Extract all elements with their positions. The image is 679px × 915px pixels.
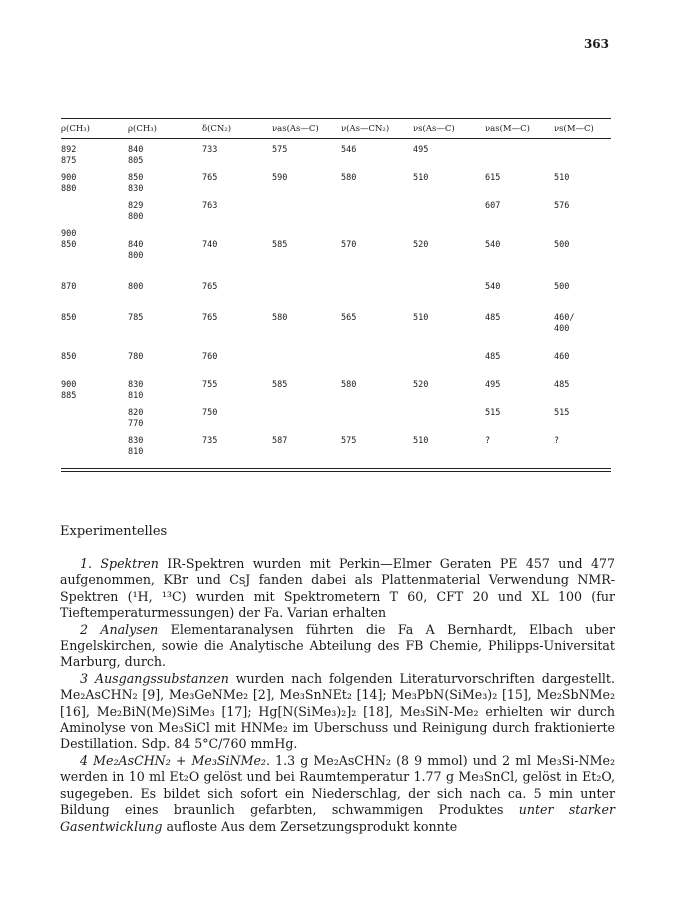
table-cell: 520 xyxy=(413,240,429,250)
table-cell xyxy=(341,251,413,262)
table-cell xyxy=(413,408,485,419)
table-cell xyxy=(413,324,485,335)
table-cell: 540 xyxy=(485,282,501,292)
table-cell: 500 xyxy=(554,282,570,292)
table-cell: 765 xyxy=(202,313,218,323)
table-cell xyxy=(272,419,341,430)
table-cell xyxy=(413,447,485,458)
table-cell: 587 xyxy=(272,436,288,446)
table-cell: 780 xyxy=(128,352,144,362)
table-cell xyxy=(554,391,611,402)
table-cell xyxy=(272,408,341,419)
table-cell: 580 xyxy=(341,380,357,390)
table-cell xyxy=(341,408,413,419)
table-row xyxy=(61,282,611,293)
section-title: Experimentelles xyxy=(60,524,168,539)
table-cell xyxy=(272,156,341,167)
table-cell xyxy=(554,251,611,262)
table-cell xyxy=(61,201,128,212)
paragraph-reaction xyxy=(60,753,615,835)
table-cell xyxy=(341,229,413,240)
table-cell xyxy=(554,447,611,458)
table-cell: 515 xyxy=(485,408,501,418)
table-cell xyxy=(61,251,128,262)
col-header: νs(M—C) xyxy=(554,124,594,134)
table-cell xyxy=(202,212,272,223)
table-cell: 485 xyxy=(554,380,570,390)
col-header: δ(CN₂) xyxy=(202,124,232,134)
table-cell xyxy=(202,419,272,430)
table-cell: 763 xyxy=(202,201,218,211)
table-cell: 750 xyxy=(202,408,218,418)
table-body xyxy=(61,139,611,468)
table-cell xyxy=(413,352,485,363)
table-cell: 565 xyxy=(341,313,357,323)
paragraph-label: 4 Me₂AsCHN₂ + Me₃SiNMe₂. xyxy=(80,752,270,768)
table-cell xyxy=(554,145,611,156)
table-cell xyxy=(202,324,272,335)
table-cell xyxy=(341,184,413,195)
table-cell: 765 xyxy=(202,282,218,292)
table-cell: 585 xyxy=(272,380,288,390)
table-cell xyxy=(554,156,611,167)
table-cell xyxy=(272,282,341,293)
table-cell: 875 xyxy=(61,156,77,166)
table-cell: 580 xyxy=(341,173,357,183)
table-cell xyxy=(341,419,413,430)
table-cell: 840 xyxy=(128,240,144,250)
table-cell: 585 xyxy=(272,240,288,250)
table-cell: 800 xyxy=(128,282,144,292)
table-cell xyxy=(485,184,554,195)
table-cell: 500 xyxy=(554,240,570,250)
table-cell: 805 xyxy=(128,156,144,166)
paragraph-label: 1. Spektren xyxy=(80,556,159,571)
table-cell xyxy=(554,212,611,223)
page-number: 363 xyxy=(583,37,609,51)
table-cell: 607 xyxy=(485,201,501,211)
table-cell xyxy=(413,212,485,223)
table-cell xyxy=(272,391,341,402)
table-cell xyxy=(61,408,128,419)
table-cell: 485 xyxy=(485,313,501,323)
table-cell: 800 xyxy=(128,212,144,222)
table-row xyxy=(61,201,611,212)
experimental-text xyxy=(60,556,615,835)
table-cell xyxy=(272,184,341,195)
table-cell xyxy=(341,391,413,402)
table-cell xyxy=(61,212,128,223)
table-cell: 740 xyxy=(202,240,218,250)
table-cell xyxy=(341,156,413,167)
table-cell xyxy=(413,419,485,430)
table-cell: 810 xyxy=(128,447,144,457)
table-cell: 575 xyxy=(272,145,288,155)
table-cell xyxy=(202,229,272,240)
table-cell xyxy=(485,212,554,223)
table-cell: 510 xyxy=(554,173,570,183)
table-cell xyxy=(413,184,485,195)
table-cell xyxy=(413,391,485,402)
table-row xyxy=(61,447,611,458)
table-cell: 735 xyxy=(202,436,218,446)
table-row xyxy=(61,391,611,402)
paragraph-ausgangssubstanzen xyxy=(60,671,615,753)
paragraph-text: IR-Spektren wurden mit Perkin—Elmer Geraten PE 457 und 477 aufgenommen, KBr und CsJ fanden dabei als Plattenmaterial Verwendung NMR-Spektren (¹H, ¹³C) wurden mit Spektrometern T 60, CFT 20 und XL 100 (fur Tieftemperaturmessungen) der Fa. Varian erhalten xyxy=(60,556,615,621)
table-cell xyxy=(341,201,413,212)
table-cell xyxy=(272,212,341,223)
table-cell xyxy=(485,447,554,458)
table-cell: 576 xyxy=(554,201,570,211)
table-cell xyxy=(341,324,413,335)
table-cell: 800 xyxy=(128,251,144,261)
table-cell: 460 xyxy=(554,352,570,362)
table-cell xyxy=(128,229,202,240)
table-cell: 765 xyxy=(202,173,218,183)
table-cell xyxy=(61,447,128,458)
table-cell: 485 xyxy=(485,352,501,362)
table-cell: 760 xyxy=(202,352,218,362)
paragraph-spektren xyxy=(60,556,615,622)
table-row xyxy=(61,313,611,324)
table-cell xyxy=(272,251,341,262)
table-cell: 880 xyxy=(61,184,77,194)
table-cell: 495 xyxy=(413,145,429,155)
table-cell: 733 xyxy=(202,145,218,155)
table-cell: 830 xyxy=(128,184,144,194)
paragraph-text: 1.3 g Me₂AsCHN₂ (8 9 mmol) und 2 ml Me₃Si-NMe₂ werden in 10 ml Et₂O gelöst und bei Raumtemperatur 1.77 g Me₃SnCl, gelöst in Et₂O, sugegeben. Es bildet sich sofort ein Niederschlag, der sich nach ca. 5 min unter Bildung eines braunlich gefarbten, schwammigen Produktes xyxy=(60,752,615,818)
table-cell: 770 xyxy=(128,419,144,429)
table-cell: 785 xyxy=(128,313,144,323)
table-bottom-rule xyxy=(61,468,611,472)
table-cell: 830 xyxy=(128,380,144,390)
paragraph-text: aufloste Aus dem Zersetzungsprodukt konnte xyxy=(162,818,458,834)
table-cell xyxy=(202,184,272,195)
table-cell: 515 xyxy=(554,408,570,418)
table-cell: 900 xyxy=(61,173,77,183)
table-cell: 840 xyxy=(128,145,144,155)
paragraph-label: 2 Analysen xyxy=(80,621,159,637)
table-row xyxy=(61,229,611,240)
table-cell: 575 xyxy=(341,436,357,446)
table-cell xyxy=(485,156,554,167)
table-row xyxy=(61,408,611,419)
table-cell: 400 xyxy=(554,324,570,334)
table-cell xyxy=(61,324,128,335)
table-cell: 570 xyxy=(341,240,357,250)
table-cell xyxy=(485,391,554,402)
table-cell xyxy=(485,229,554,240)
table-cell: 810 xyxy=(128,391,144,401)
table-row xyxy=(61,212,611,223)
table-cell: 900 xyxy=(61,229,77,239)
table-cell xyxy=(554,229,611,240)
table-cell: 820 xyxy=(128,408,144,418)
table-cell: 460/ xyxy=(554,313,575,323)
table-row xyxy=(61,380,611,391)
table-cell: 900 xyxy=(61,380,77,390)
table-row xyxy=(61,145,611,156)
table-cell xyxy=(413,201,485,212)
table-cell: 829 xyxy=(128,201,144,211)
table-row xyxy=(61,184,611,195)
table-header-row xyxy=(61,119,611,138)
table-cell xyxy=(341,212,413,223)
table-cell: 850 xyxy=(61,240,77,250)
table-cell xyxy=(61,436,128,447)
table-row xyxy=(61,240,611,251)
table-cell xyxy=(202,156,272,167)
table-cell: ? xyxy=(554,436,560,446)
table-cell: 850 xyxy=(61,352,77,362)
table-row xyxy=(61,352,611,363)
table-cell xyxy=(128,324,202,335)
table-cell: 580 xyxy=(272,313,288,323)
table-cell: 520 xyxy=(413,380,429,390)
table-cell: 590 xyxy=(272,173,288,183)
table-cell xyxy=(202,251,272,262)
table-cell: 615 xyxy=(485,173,501,183)
table-cell xyxy=(554,419,611,430)
table-cell xyxy=(61,419,128,430)
table-cell xyxy=(341,352,413,363)
table-cell xyxy=(272,447,341,458)
col-header: νas(As—C) xyxy=(272,124,319,134)
table-cell: ? xyxy=(485,436,491,446)
table-cell xyxy=(413,229,485,240)
col-header: ρ(CH₃) xyxy=(128,124,157,134)
table-row xyxy=(61,173,611,184)
table-cell xyxy=(202,391,272,402)
table-cell: 510 xyxy=(413,173,429,183)
table-cell: 755 xyxy=(202,380,218,390)
table-cell: 885 xyxy=(61,391,77,401)
table-cell: 495 xyxy=(485,380,501,390)
table-cell: 850 xyxy=(128,173,144,183)
table-cell: 546 xyxy=(341,145,357,155)
table-cell: 540 xyxy=(485,240,501,250)
table-row xyxy=(61,436,611,447)
col-header: ρ(CH₃) xyxy=(61,124,90,134)
table-cell xyxy=(485,145,554,156)
col-header: νas(M—C) xyxy=(485,124,530,134)
table-cell xyxy=(272,229,341,240)
table-cell: 870 xyxy=(61,282,77,292)
table-cell xyxy=(485,324,554,335)
table-cell: 892 xyxy=(61,145,77,155)
table-cell xyxy=(272,352,341,363)
table-cell xyxy=(413,282,485,293)
col-header: νs(As—C) xyxy=(413,124,455,134)
paragraph-label: 3 Ausgangssubstanzen xyxy=(80,670,229,686)
col-header: ν(As—CN₂) xyxy=(341,124,390,134)
ir-data-table xyxy=(61,118,611,472)
table-row xyxy=(61,324,611,335)
table-cell xyxy=(202,447,272,458)
paragraph-analysen xyxy=(60,622,615,671)
table-cell xyxy=(485,419,554,430)
table-row xyxy=(61,156,611,167)
table-row xyxy=(61,419,611,430)
table-cell: 510 xyxy=(413,313,429,323)
paragraph-text: wurden nach folgenden Literaturvorschriften dargestellt. Me₂AsCHN₂ [9], Me₃GeNMe₂ [2], Me₃SnNEt₂ [14]; Me₃PbN(SiMe₃)₂ [15], Me₂SbNMe₂ [16], Me₂BiN(Me)SiMe₃ [17]; Hg[N(SiMe₃)₂]₂ [18], Me₃SiN-Me₂ erhielten wir durch Aminolyse von Me₃SiCl mit HNMe₂ im Uberschuss und Reinigung durch fraktionierte Destillation. Sdp. 84 5°C/760 mmHg. xyxy=(60,670,615,752)
table-cell xyxy=(413,156,485,167)
emphasized-text: unter starker Gasentwicklung xyxy=(60,802,615,834)
paragraph-text: Elementaranalysen führten die Fa A Bernhardt, Elbach uber Engelskirchen, sowie die Analytische Abteilung des FB Chemie, Philipps-Universitat Marburg, durch. xyxy=(60,621,615,670)
table-cell xyxy=(554,184,611,195)
table-cell: 510 xyxy=(413,436,429,446)
table-cell xyxy=(485,251,554,262)
table-row xyxy=(61,251,611,262)
table-cell: 830 xyxy=(128,436,144,446)
table-cell xyxy=(272,201,341,212)
table-cell xyxy=(341,447,413,458)
table-cell: 850 xyxy=(61,313,77,323)
table-cell xyxy=(341,282,413,293)
table-cell xyxy=(272,324,341,335)
table-cell xyxy=(413,251,485,262)
